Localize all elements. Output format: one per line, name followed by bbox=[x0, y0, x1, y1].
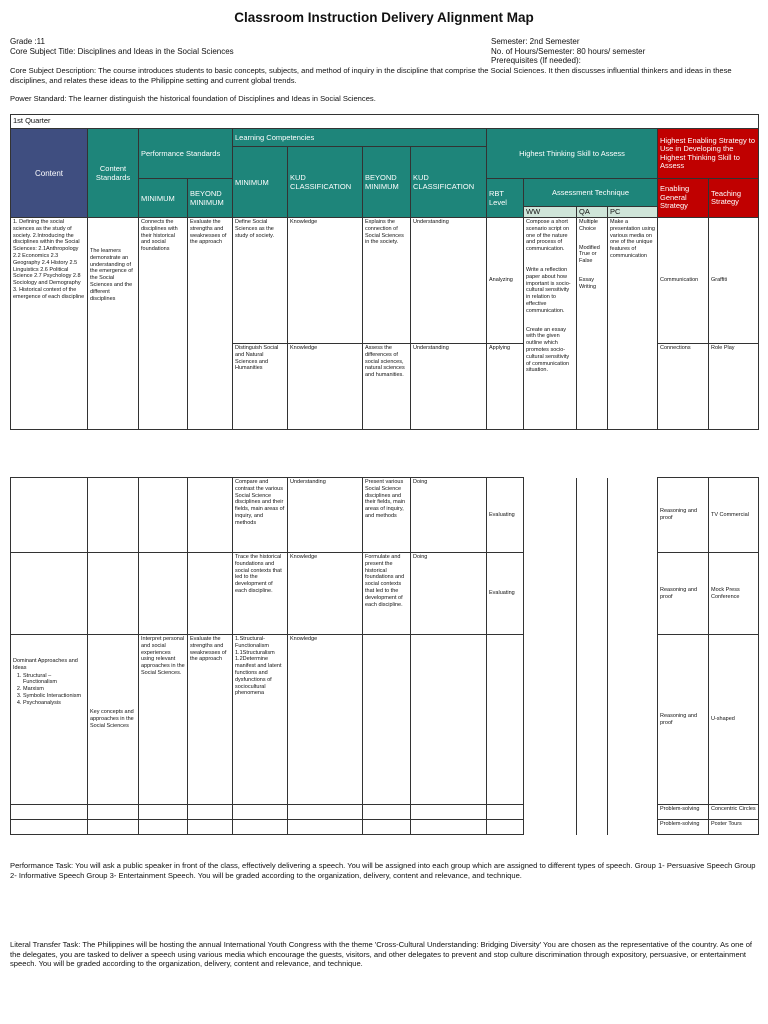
perf-min-cell: Connects the disciplines with their historical and social foundations bbox=[139, 218, 188, 430]
ww-cell bbox=[524, 218, 577, 430]
approach-item: 2. Marxism bbox=[23, 686, 85, 693]
r5-gen-cell: Problem-solving bbox=[658, 820, 709, 835]
qa-item-a: Multiple Choice bbox=[579, 219, 598, 232]
rbt-header: RBT Level bbox=[487, 179, 524, 218]
lc2-gen-cell: Connections bbox=[658, 344, 709, 430]
content-header: Content bbox=[11, 129, 88, 218]
r1-gen-cell: Reasoning and proof bbox=[658, 478, 709, 553]
r3-content-std-cell: Key concepts and approaches in the Social Sciences bbox=[88, 635, 139, 805]
approach-item: 1. Structural – Functionalism bbox=[23, 673, 85, 687]
header-right bbox=[491, 37, 761, 66]
r2-kud-cell: Knowledge bbox=[288, 553, 363, 635]
r1-teach-cell: TV Commercial bbox=[709, 478, 759, 553]
semester: Semester: 2nd Semester bbox=[491, 37, 580, 46]
highest-thinking-header: Highest Thinking Skill to Assess bbox=[487, 129, 658, 179]
approach-item: 3. Symbolic Interactionism bbox=[23, 693, 85, 700]
content-standard-cell: The learners demonstrate an understanding of the emergence of the Social Sciences and the different disciplines bbox=[88, 218, 139, 430]
r1-kud2-cell: Doing bbox=[411, 478, 487, 553]
lc2-teach-cell: Role Play bbox=[709, 344, 759, 430]
pc-header: PC bbox=[608, 207, 658, 218]
quarter-label: 1st Quarter bbox=[11, 115, 759, 129]
pc-cell: Make a presentation using various media on one of the unique features of communication bbox=[608, 218, 658, 430]
lc1-rbt-cell: Analyzing bbox=[487, 218, 524, 344]
power-standard: Power Standard: The learner distinguish the historical foundation of Disciplines and Ideas in Social Sciences. bbox=[10, 94, 376, 103]
performance-task: Performance Task: You will ask a public speaker in front of the class, effectively delivering a speech. You will be assigned into each group which are assigned to different types of speech. Group 1- Persuasive Speech Group 2- Informative Speech Group 3- Entertainment Speech. You will be graded according to the organization, delivery, content and relevance, and technique. bbox=[10, 861, 756, 880]
r3-min-cell: 1.Structural-Functionalism 1.1Structuralism 1.2Determine manifest and latent functions and dysfunctions of sociocultural phenomena bbox=[233, 635, 288, 805]
lc-beyond-header: BEYOND MINIMUM bbox=[363, 147, 411, 218]
qa-header: QA bbox=[577, 207, 608, 218]
lc2-beyond-cell: Assess the differences of social sciences, natural sciences and humanities. bbox=[363, 344, 411, 430]
learning-competencies-header: Learning Competencies bbox=[233, 129, 487, 147]
r2-teach-cell: Mock Press Conference bbox=[709, 553, 759, 635]
approach-item: 4. Psychoanalysis bbox=[23, 700, 85, 707]
alignment-table-1 bbox=[10, 114, 759, 430]
approaches-list bbox=[23, 673, 85, 707]
lc2-kud-cell: Knowledge bbox=[288, 344, 363, 430]
prerequisites: Prerequisites (If needed): bbox=[491, 56, 581, 65]
page-title: Classroom Instruction Delivery Alignment Map bbox=[234, 10, 534, 25]
r3-perf-min-cell: Interpret personal and social experiences using relevant approaches in the Social Sciences. bbox=[139, 635, 188, 805]
alignment-table-2 bbox=[10, 477, 759, 835]
content-cell: 1. Defining the social sciences as the study of society. 2.Introducing the disciplines within the Social Sciences: 2.1Anthropology 2.2 Economics 2.3 Geography 2.4 History 2.5 Linguistics 2.6 Political Science 2.7 Psychology 2.8 Sociology and Demography 3. Historical context of the emergence of each discipline bbox=[11, 218, 88, 430]
r2-kud2-cell: Doing bbox=[411, 553, 487, 635]
lc1-beyond-cell: Explains the connection of Social Sciences in the society. bbox=[363, 218, 411, 344]
ww-header: WW bbox=[524, 207, 577, 218]
ww-item-b: Write a reflection paper about how important is socio-cultural sensitivity in relation to effective communication. bbox=[526, 266, 571, 314]
lc1-teach-cell: Graffiti bbox=[709, 218, 759, 344]
r3-perf-beyond-cell: Evaluate the strengths and weaknesses of the approach bbox=[188, 635, 233, 805]
r4-gen-cell: Problem-solving bbox=[658, 805, 709, 820]
enabling-general-header: Enabling General Strategy bbox=[658, 179, 709, 218]
lc-kud-header: KUD CLASSIFICATION bbox=[288, 147, 363, 218]
perf-beyond-header: BEYOND MINIMUM bbox=[188, 179, 233, 218]
r1-min-cell: Compare and contrast the various Social Science disciplines and their fields, main areas of inquiry, and methods bbox=[233, 478, 288, 553]
lc1-min-cell: Define Social Sciences as the study of society. bbox=[233, 218, 288, 344]
qa-cell bbox=[577, 218, 608, 430]
lc1-gen-cell: Communication bbox=[658, 218, 709, 344]
ww-item-c: Create an essay with the given outline which promotes socio-cultural sensitivity of communication situation. bbox=[526, 326, 570, 374]
content-standards-header: Content Standards bbox=[88, 129, 139, 218]
r3-gen-cell: Reasoning and proof bbox=[658, 635, 709, 805]
subject-description: Core Subject Description: The course introduces students to basic concepts, subjects, and method of inquiry in the discipline that comprise the Social Sciences. It then discusses influential thinkers and ideas in these disciplines, and relates these ideas to the Philippine setting and current global trends. bbox=[10, 66, 732, 85]
r3-content-title: Dominant Approaches and Ideas bbox=[13, 658, 78, 671]
r2-rbt-cell: Evaluating bbox=[487, 553, 524, 635]
lc1-kud-cell: Knowledge bbox=[288, 218, 363, 344]
assessment-header: Assessment Technique bbox=[524, 179, 658, 207]
lc-minimum-header: MINIMUM bbox=[233, 147, 288, 218]
perf-minimum-header: MINIMUM bbox=[139, 179, 188, 218]
lc2-min-cell: Distinguish Social and Natural Sciences and Humanities bbox=[233, 344, 288, 430]
r3-kud-cell: Knowledge bbox=[288, 635, 363, 805]
r4-teach-cell: Concentric Circles bbox=[709, 805, 759, 820]
r3-teach-cell: U-shaped bbox=[709, 635, 759, 805]
lc1-kud2-cell: Understanding bbox=[411, 218, 487, 344]
qa-item-b: Modified True or False bbox=[579, 244, 600, 265]
literal-transfer-task: Literal Transfer Task: The Philippines will be hosting the annual International Youth Congress with the theme 'Cross-Cultural Understanding: Bridging Diversity' You are chosen as the representative of the country. As one of the delegates, you are tasked to deliver a speech using various media which encourage the guests, visitors, and other delegates to prevent and stop culture discrimination through expository, persuasive, or entertainment speech. You will be graded according to the organization, delivery, content and relevance, and technique. bbox=[10, 940, 753, 968]
r2-beyond-cell: Formulate and present the historical foundations and social contexts that led to the development of each discipline. bbox=[363, 553, 411, 635]
r5-teach-cell: Poster Tours bbox=[709, 820, 759, 835]
highest-enabling-header: Highest Enabling Strategy to Use in Developing the Highest Thinking Skill to Assess bbox=[658, 129, 759, 179]
r1-beyond-cell: Present various Social Science disciplines and their fields, main areas of inquiry, and methods bbox=[363, 478, 411, 553]
perf-beyond-cell: Evaluate the strengths and weaknesses of the approach bbox=[188, 218, 233, 430]
teaching-strategy-header: Teaching Strategy bbox=[709, 179, 759, 218]
lc2-kud2-cell: Understanding bbox=[411, 344, 487, 430]
qa-item-c: Essay Writing bbox=[579, 276, 597, 290]
r2-gen-cell: Reasoning and proof bbox=[658, 553, 709, 635]
r2-min-cell: Trace the historical foundations and social contexts that led to the development of each discipline. bbox=[233, 553, 288, 635]
ww-item-a: Compose a short scenario script on one of the nature and process of communication. bbox=[526, 219, 570, 253]
r1-kud-cell: Understanding bbox=[288, 478, 363, 553]
header-left bbox=[10, 37, 470, 56]
performance-standards-header: Performance Standards bbox=[139, 129, 233, 179]
hours: No. of Hours/Semester: 80 hours/ semester bbox=[491, 46, 646, 56]
lc2-rbt-cell: Applying bbox=[487, 344, 524, 430]
r1-rbt-cell: Evaluating bbox=[487, 478, 524, 553]
lc-kud2-header: KUD CLASSIFICATION bbox=[411, 147, 487, 218]
r3-content-cell bbox=[11, 635, 88, 805]
grade: Grade :11 bbox=[10, 37, 45, 46]
subject-title: Core Subject Title: Disciplines and Ideas in the Social Sciences bbox=[10, 46, 234, 56]
